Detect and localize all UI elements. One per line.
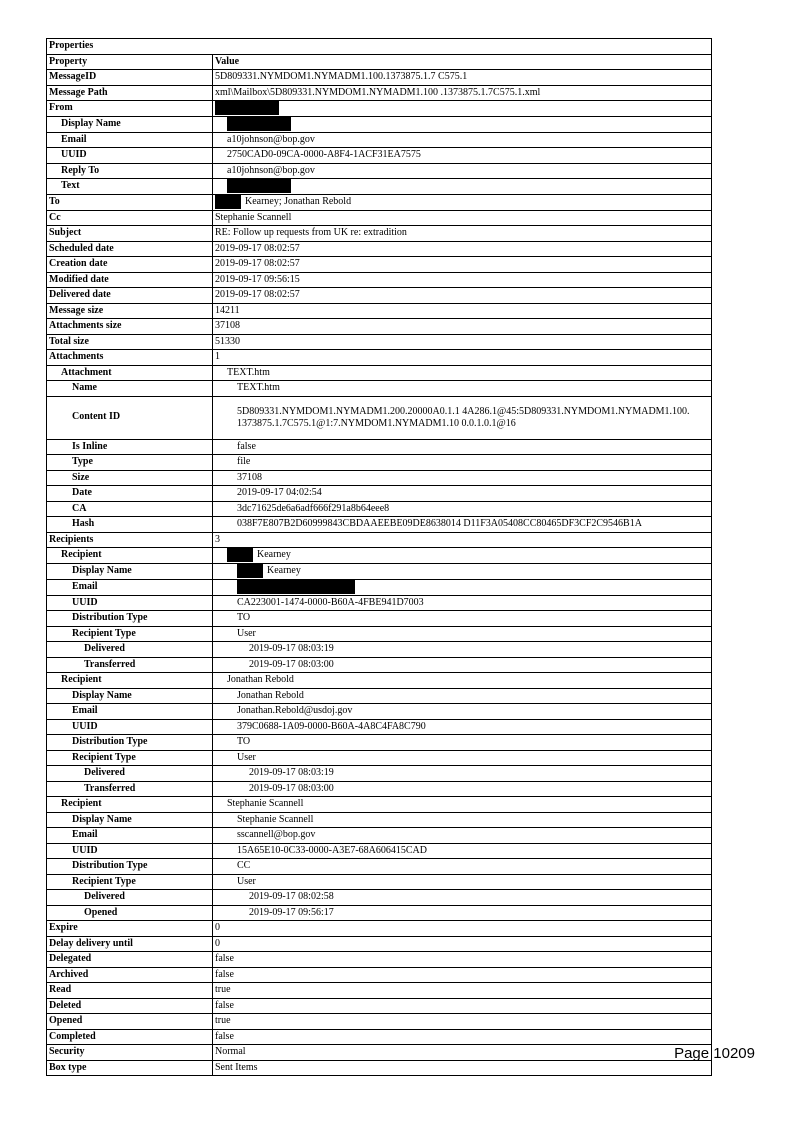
property-value: 3dc71625de6a6adf666f291a8b64eee8	[213, 501, 712, 517]
property-name: Distribution Type	[47, 735, 213, 751]
property-name: UUID	[47, 719, 213, 735]
table-row	[47, 1029, 712, 1045]
property-name: Attachment	[47, 365, 213, 381]
table-row	[47, 486, 712, 502]
property-value: 14211	[213, 303, 712, 319]
table-row	[47, 828, 712, 844]
table-row	[47, 719, 712, 735]
property-name: Recipient Type	[47, 626, 213, 642]
table-header-row	[47, 54, 712, 70]
property-value: 1	[213, 350, 712, 366]
value-text: Kearney	[257, 549, 291, 561]
property-name: UUID	[47, 148, 213, 164]
property-value: 2019-09-17 08:02:57	[213, 288, 712, 304]
property-value: sscannell@bop.gov	[213, 828, 712, 844]
property-value	[213, 179, 712, 195]
table-row	[47, 101, 712, 117]
property-name: Attachments size	[47, 319, 213, 335]
table-row	[47, 179, 712, 195]
value-text: Kearney; Jonathan Rebold	[245, 196, 352, 208]
table-row	[47, 642, 712, 658]
property-value: xml\Mailbox\5D809331.NYMDOM1.NYMADM1.100 .1373875.1.7C575.1.xml	[213, 85, 712, 101]
property-name: Size	[47, 470, 213, 486]
property-value: 5D809331.NYMDOM1.NYMADM1.100.1373875.1.7 C575.1	[213, 70, 712, 86]
redaction-block	[227, 548, 253, 562]
property-name: Display Name	[47, 812, 213, 828]
table-row	[47, 334, 712, 350]
table-row	[47, 70, 712, 86]
property-value: 379C0688-1A09-0000-B60A-4A8C4FA8C790	[213, 719, 712, 735]
table-row	[47, 241, 712, 257]
property-value: 2750CAD0-09CA-0000-A8F4-1ACF31EA7575	[213, 148, 712, 164]
table-row	[47, 439, 712, 455]
property-value: 37108	[213, 319, 712, 335]
redaction-block	[227, 117, 291, 131]
property-name: Transferred	[47, 657, 213, 673]
table-row	[47, 688, 712, 704]
property-name: Recipient Type	[47, 750, 213, 766]
property-value: Stephanie Scannell	[213, 812, 712, 828]
property-value: false	[213, 967, 712, 983]
property-name: Display Name	[47, 116, 213, 132]
properties-table	[46, 38, 712, 1076]
property-value: 038F7E807B2D60999843CBDAAEEBE09DE8638014 D11F3A05408CC80465DF3CF2C9546B1A	[213, 517, 712, 533]
value-text: Kearney	[267, 565, 301, 577]
property-name: Security	[47, 1045, 213, 1061]
property-value: true	[213, 1014, 712, 1030]
table-row	[47, 501, 712, 517]
property-name: Content ID	[47, 396, 213, 439]
table-row	[47, 936, 712, 952]
property-name: Distribution Type	[47, 611, 213, 627]
table-row	[47, 657, 712, 673]
table-row	[47, 735, 712, 751]
property-value	[213, 194, 712, 210]
redaction-block	[237, 580, 355, 594]
property-name: Transferred	[47, 781, 213, 797]
property-value	[213, 548, 712, 564]
property-name: Read	[47, 983, 213, 999]
property-value: 2019-09-17 04:02:54	[213, 486, 712, 502]
property-value: CA223001-1474-0000-B60A-4FBE941D7003	[213, 595, 712, 611]
property-name: Delivered	[47, 890, 213, 906]
property-name: Message Path	[47, 85, 213, 101]
property-name: From	[47, 101, 213, 117]
table-row	[47, 210, 712, 226]
property-name: Recipients	[47, 532, 213, 548]
property-value: Normal	[213, 1045, 712, 1061]
table-row	[47, 673, 712, 689]
redaction-block	[215, 101, 279, 115]
table-row	[47, 704, 712, 720]
property-value: 2019-09-17 08:02:58	[213, 890, 712, 906]
property-name: Archived	[47, 967, 213, 983]
property-value: TO	[213, 735, 712, 751]
table-row	[47, 874, 712, 890]
table-row	[47, 350, 712, 366]
table-row	[47, 890, 712, 906]
property-name: Display Name	[47, 688, 213, 704]
property-value: true	[213, 983, 712, 999]
table-row	[47, 85, 712, 101]
property-value: a10johnson@bop.gov	[213, 163, 712, 179]
property-name: Hash	[47, 517, 213, 533]
table-row	[47, 548, 712, 564]
table-row	[47, 226, 712, 242]
property-name: Text	[47, 179, 213, 195]
header-property: Property	[47, 54, 213, 70]
property-value: false	[213, 952, 712, 968]
property-name: Subject	[47, 226, 213, 242]
table-row	[47, 750, 712, 766]
property-name: Total size	[47, 334, 213, 350]
property-name: Attachments	[47, 350, 213, 366]
property-value: 51330	[213, 334, 712, 350]
property-name: UUID	[47, 843, 213, 859]
property-value: 37108	[213, 470, 712, 486]
property-name: Is Inline	[47, 439, 213, 455]
property-value	[213, 579, 712, 595]
property-name: Delivered	[47, 766, 213, 782]
property-name: Date	[47, 486, 213, 502]
property-value: 0	[213, 921, 712, 937]
property-value: TEXT.htm	[213, 381, 712, 397]
table-row	[47, 532, 712, 548]
property-value: a10johnson@bop.gov	[213, 132, 712, 148]
redaction-block	[215, 195, 241, 209]
property-name: Recipient Type	[47, 874, 213, 890]
property-name: Reply To	[47, 163, 213, 179]
table-row	[47, 766, 712, 782]
table-row	[47, 967, 712, 983]
property-name: Delivered	[47, 642, 213, 658]
table-row	[47, 303, 712, 319]
table-row	[47, 116, 712, 132]
property-name: Box type	[47, 1060, 213, 1076]
table-row	[47, 905, 712, 921]
property-name: MessageID	[47, 70, 213, 86]
property-name: Creation date	[47, 257, 213, 273]
property-value: 0	[213, 936, 712, 952]
property-name: Cc	[47, 210, 213, 226]
table-row	[47, 148, 712, 164]
table-row	[47, 563, 712, 579]
property-value: false	[213, 998, 712, 1014]
property-value: file	[213, 455, 712, 471]
property-name: Deleted	[47, 998, 213, 1014]
table-row	[47, 365, 712, 381]
table-row	[47, 611, 712, 627]
table-title: Properties	[47, 39, 712, 55]
property-value: false	[213, 1029, 712, 1045]
property-value: User	[213, 626, 712, 642]
table-row	[47, 257, 712, 273]
table-row	[47, 272, 712, 288]
table-row	[47, 921, 712, 937]
table-row	[47, 843, 712, 859]
table-row	[47, 983, 712, 999]
property-value: TO	[213, 611, 712, 627]
property-value: User	[213, 874, 712, 890]
property-value	[213, 116, 712, 132]
property-value: 5D809331.NYMDOM1.NYMADM1.200.20000A0.1.1 4A286.1@45:5D809331.NYMDOM1.NYMADM1.100. 1373875.1.7C575.1@1:7.NYMDOM1.NYMADM1.10 0.0.1.0.1@16	[213, 396, 712, 439]
property-name: Message size	[47, 303, 213, 319]
table-row	[47, 194, 712, 210]
property-name: Modified date	[47, 272, 213, 288]
property-name: Delivered date	[47, 288, 213, 304]
property-name: Email	[47, 579, 213, 595]
property-name: CA	[47, 501, 213, 517]
property-name: Recipient	[47, 797, 213, 813]
property-value: TEXT.htm	[213, 365, 712, 381]
property-name: Delegated	[47, 952, 213, 968]
property-value: Jonathan Rebold	[213, 688, 712, 704]
property-name: UUID	[47, 595, 213, 611]
table-row	[47, 381, 712, 397]
table-row	[47, 396, 712, 439]
table-row	[47, 288, 712, 304]
property-name: Recipient	[47, 548, 213, 564]
property-value: Sent Items	[213, 1060, 712, 1076]
table-row	[47, 797, 712, 813]
table-row	[47, 470, 712, 486]
property-value: 3	[213, 532, 712, 548]
table-row	[47, 1014, 712, 1030]
property-value: 2019-09-17 08:03:19	[213, 642, 712, 658]
property-value: 2019-09-17 09:56:17	[213, 905, 712, 921]
property-name: Delay delivery until	[47, 936, 213, 952]
property-value	[213, 563, 712, 579]
property-value: 2019-09-17 08:02:57	[213, 257, 712, 273]
redaction-block	[237, 564, 263, 578]
property-value: User	[213, 750, 712, 766]
property-name: Opened	[47, 905, 213, 921]
table-row	[47, 163, 712, 179]
property-value: Stephanie Scannell	[213, 210, 712, 226]
property-name: Name	[47, 381, 213, 397]
property-value: Stephanie Scannell	[213, 797, 712, 813]
property-value: 2019-09-17 08:02:57	[213, 241, 712, 257]
table-title-row	[47, 39, 712, 55]
table-row	[47, 455, 712, 471]
property-name: Email	[47, 132, 213, 148]
property-value: 15A65E10-0C33-0000-A3E7-68A606415CAD	[213, 843, 712, 859]
property-value: Jonathan.Rebold@usdoj.gov	[213, 704, 712, 720]
property-value: Jonathan Rebold	[213, 673, 712, 689]
property-value: 2019-09-17 08:03:19	[213, 766, 712, 782]
property-value	[213, 101, 712, 117]
property-name: Email	[47, 704, 213, 720]
property-value: false	[213, 439, 712, 455]
property-name: Scheduled date	[47, 241, 213, 257]
properties-sheet	[46, 38, 711, 1076]
property-name: Expire	[47, 921, 213, 937]
table-row	[47, 998, 712, 1014]
table-row	[47, 132, 712, 148]
page-number: Page 10209	[674, 1045, 755, 1062]
redaction-block	[227, 179, 291, 193]
table-row	[47, 859, 712, 875]
property-name: Completed	[47, 1029, 213, 1045]
table-row	[47, 952, 712, 968]
header-value: Value	[213, 54, 712, 70]
table-row	[47, 595, 712, 611]
property-name: To	[47, 194, 213, 210]
property-name: Display Name	[47, 563, 213, 579]
property-name: Opened	[47, 1014, 213, 1030]
property-name: Distribution Type	[47, 859, 213, 875]
table-row	[47, 781, 712, 797]
property-value: CC	[213, 859, 712, 875]
property-name: Email	[47, 828, 213, 844]
table-row	[47, 812, 712, 828]
table-row	[47, 579, 712, 595]
property-value: RE: Follow up requests from UK re: extradition	[213, 226, 712, 242]
property-value: 2019-09-17 09:56:15	[213, 272, 712, 288]
table-row	[47, 626, 712, 642]
table-row	[47, 517, 712, 533]
property-name: Type	[47, 455, 213, 471]
property-value: 2019-09-17 08:03:00	[213, 781, 712, 797]
property-value: 2019-09-17 08:03:00	[213, 657, 712, 673]
property-name: Recipient	[47, 673, 213, 689]
table-row	[47, 319, 712, 335]
table-row	[47, 1060, 712, 1076]
